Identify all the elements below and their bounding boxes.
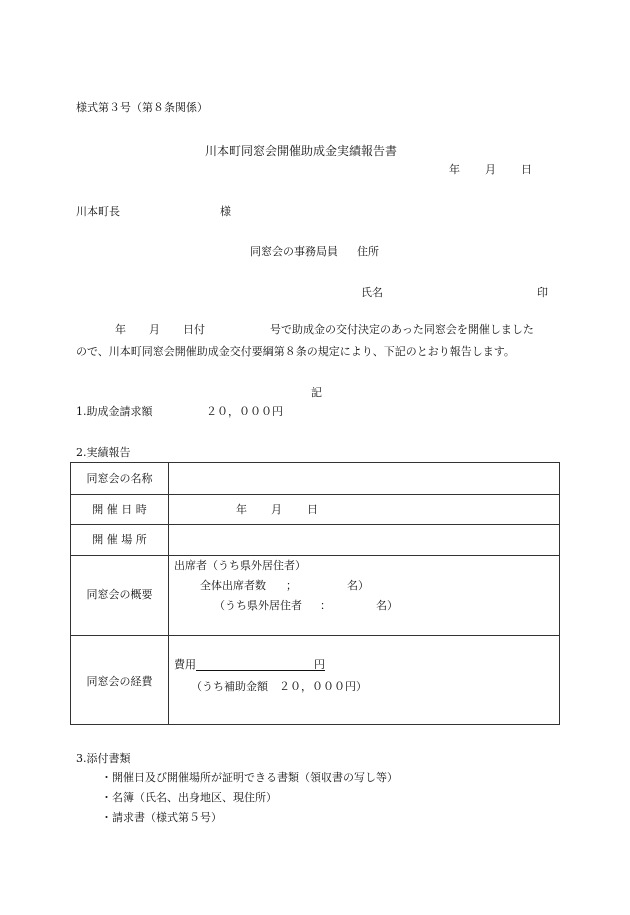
label-reunion-name: 同窓会の名称 <box>86 472 153 485</box>
label-overview: 同窓会の概要 <box>86 588 153 601</box>
attachment-item: ・開催日及び開催場所が証明できる書類（領収書の写し等） <box>101 771 398 784</box>
overview-total-sep: ； <box>286 579 297 592</box>
expense-cost-blank <box>196 659 314 671</box>
label-datetime: 開 催 日 時 <box>92 503 147 516</box>
report-table <box>70 462 560 725</box>
table-row-divider <box>71 635 559 636</box>
form-number: 様式第３号（第８条関係） <box>76 101 208 114</box>
body-line1-text: 号で助成金の交付決定のあった同窓会を開催しました <box>270 323 534 336</box>
datetime-month: 月 <box>271 503 282 516</box>
overview-total-unit: 名） <box>347 579 369 592</box>
overview-total-label: 全体出席者数 <box>200 579 266 592</box>
date-year: 年 <box>449 163 460 176</box>
date-day: 日 <box>521 163 532 176</box>
overview-outside-sep: ： <box>320 599 331 612</box>
overview-outside-unit: 名） <box>376 599 398 612</box>
label-place: 開 催 場 所 <box>92 533 147 546</box>
body-year: 年 <box>115 323 126 336</box>
reporter-role: 同窓会の事務局員 <box>250 245 338 258</box>
table-row-divider <box>71 494 559 495</box>
section1-heading: 1.助成金請求額 <box>76 405 153 418</box>
table-column-divider <box>168 463 169 724</box>
label-expense: 同窓会の経費 <box>86 675 153 688</box>
body-date: 日付 <box>183 323 205 336</box>
document-title: 川本町同窓会開催助成金実績報告書 <box>205 144 398 158</box>
datetime-year: 年 <box>236 503 247 516</box>
attachment-item: ・名簿（氏名、出身地区、現住所） <box>101 791 277 804</box>
seal-mark: 印 <box>537 286 548 299</box>
date-month: 月 <box>485 163 496 176</box>
section2-heading: 2.実績報告 <box>76 446 131 459</box>
datetime-day: 日 <box>307 503 318 516</box>
table-row-divider <box>71 555 559 556</box>
section3-heading: 3.添付書類 <box>76 752 131 765</box>
body-month: 月 <box>149 323 160 336</box>
reporter-name-label: 氏名 <box>361 286 383 299</box>
table-row-divider <box>71 524 559 525</box>
ki-mark: 記 <box>311 386 322 399</box>
overview-outside-label: （うち県外居住者 <box>214 599 302 612</box>
attachment-item: ・請求書（様式第５号） <box>101 811 222 824</box>
expense-cost-unit: 円 <box>314 658 325 671</box>
addressee-honorific: 様 <box>220 205 231 218</box>
subsidy-request-amount: ２０，０００円 <box>206 405 283 418</box>
expense-cost <box>174 659 325 671</box>
expense-cost-label: 費用 <box>174 658 196 671</box>
expense-subsidy: （うち補助金額 ２０，０００円） <box>191 680 367 693</box>
addressee-name: 川本町長 <box>76 205 120 218</box>
overview-attendees: 出席者（うち県外居住者） <box>174 559 306 572</box>
reporter-address-label: 住所 <box>357 245 379 258</box>
body-line2: ので、川本町同窓会開催助成金交付要綱第８条の規定により、下記のとおり報告します。 <box>76 345 515 358</box>
